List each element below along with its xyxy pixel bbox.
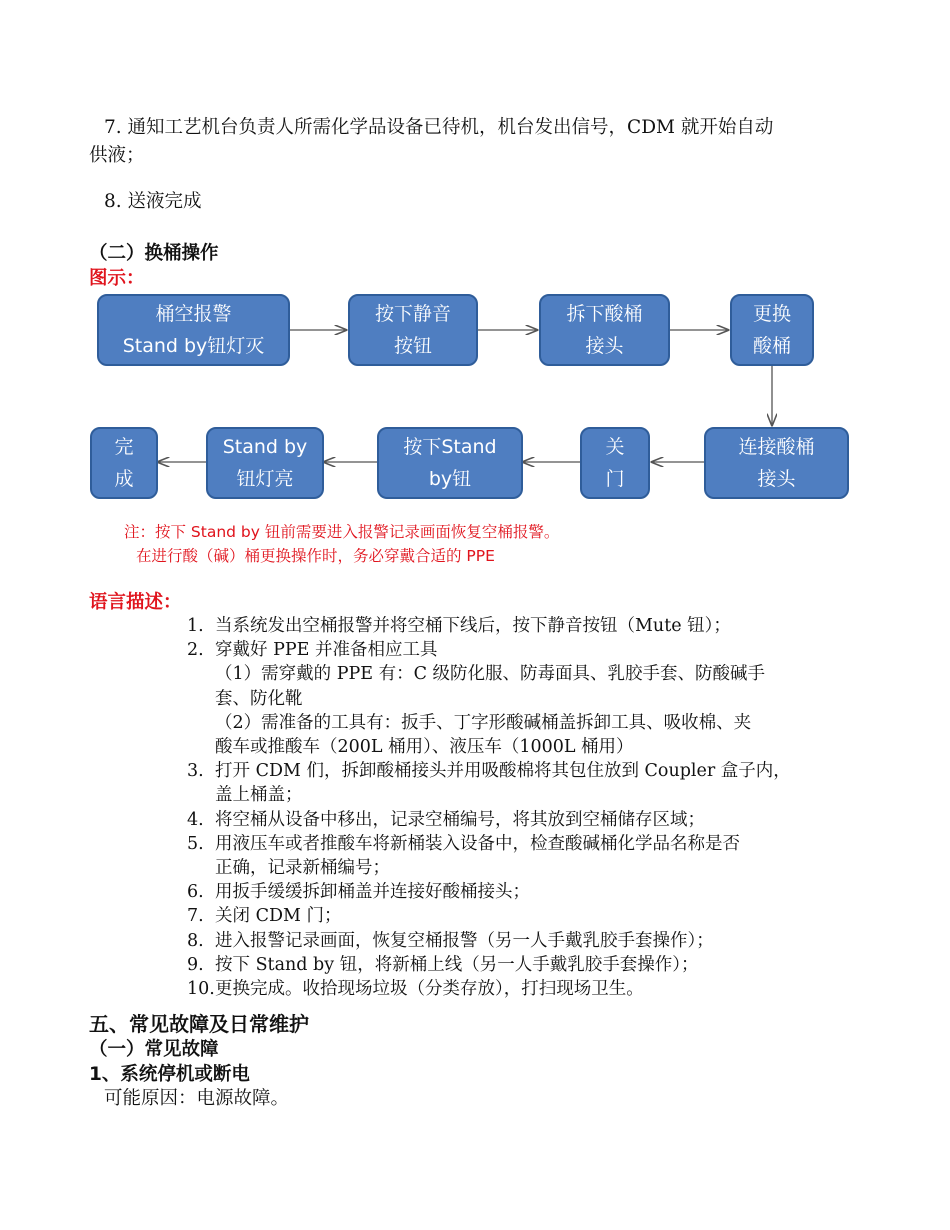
flow-step-label: Stand by xyxy=(222,436,308,458)
list-item: 2. 穿戴好 PPE 并准备相应工具 xyxy=(187,640,438,661)
fault-heading-power: 1、系统停机或断电 xyxy=(89,1064,250,1085)
flow-step-label: 按钮 xyxy=(393,335,432,357)
list-item: 套、防化靴 xyxy=(215,688,303,709)
flow-step-done xyxy=(90,427,158,499)
list-item: 9. 按下 Stand by 钮，将新桶上线（另一人手戴乳胶手套操作）； xyxy=(187,954,699,975)
diagram-label: 图示： xyxy=(89,268,145,289)
flow-step-label: 完 xyxy=(114,436,134,458)
flow-step-label: 成 xyxy=(114,468,134,490)
para-8: 8. 送液完成 xyxy=(104,191,202,212)
list-item: （1）需穿戴的 PPE 有：C 级防化服、防毒面具、乳胶手套、防酸碱手 xyxy=(215,664,766,685)
flow-step-replace-barrel xyxy=(730,294,814,366)
flow-step-standby-light-on xyxy=(206,427,324,499)
list-item: 6. 用扳手缓缓拆卸桶盖并连接好酸桶接头； xyxy=(187,882,530,903)
flow-step-label: 拆下酸桶 xyxy=(566,303,643,325)
flow-step-label: Stand by钮灯灭 xyxy=(122,335,265,357)
list-item: 4. 将空桶从设备中移出，记录空桶编号，将其放到空桶储存区域； xyxy=(187,809,705,830)
flow-step-empty-alarm xyxy=(97,294,290,366)
steps-list xyxy=(187,614,887,1001)
flow-step-label: 接头 xyxy=(585,335,624,357)
flow-step-label: 按下Stand xyxy=(403,436,497,458)
flow-step-close-door xyxy=(580,427,650,499)
language-description-label: 语言描述： xyxy=(89,592,182,613)
flow-step-remove-connector xyxy=(539,294,670,366)
section-heading-barrel-change: （二）换桶操作 xyxy=(89,243,219,264)
flow-step-press-mute xyxy=(348,294,478,366)
flow-step-label: 更换 xyxy=(752,303,791,325)
flow-step-label: 连接酸桶 xyxy=(738,436,815,458)
flow-step-label: 钮灯亮 xyxy=(236,468,294,490)
flow-step-press-standby xyxy=(377,427,523,499)
flow-step-connect-connector xyxy=(704,427,849,499)
list-item: 酸车或推酸车（200L 桶用）、液压车（1000L 桶用） xyxy=(215,737,634,758)
note-standby: 注：按下 Stand by 钮前需要进入报警记录画面恢复空桶报警。 xyxy=(124,523,560,541)
flow-step-label: 门 xyxy=(605,468,625,490)
fault-cause: 可能原因：电源故障。 xyxy=(104,1088,290,1109)
list-item: 正确，记录新桶编号； xyxy=(215,858,390,879)
list-item: 10. 更换完成。收拾现场垃圾（分类存放），打扫现场卫生。 xyxy=(187,979,644,1000)
para-7-line2: 供液； xyxy=(89,145,145,166)
list-item: 盖上桶盖； xyxy=(215,785,303,806)
flow-step-label: 关 xyxy=(605,436,625,458)
list-item: 7. 关闭 CDM 门； xyxy=(187,906,342,927)
list-item: 5. 用液压车或者推酸车将新桶装入设备中，检查酸碱桶化学品名称是否 xyxy=(187,833,740,854)
section-heading-faults: 五、常见故障及日常维护 xyxy=(89,1012,309,1036)
flow-step-label: 桶空报警 xyxy=(155,303,232,325)
flow-step-label: 接头 xyxy=(757,468,796,490)
note-ppe: 在进行酸（碱）桶更换操作时，务必穿戴合适的 PPE xyxy=(136,547,495,565)
list-item: 8. 进入报警记录画面，恢复空桶报警（另一人手戴乳胶手套操作）； xyxy=(187,930,714,951)
flow-step-label: by钮 xyxy=(428,468,472,490)
subsection-heading-common-faults: （一）常见故障 xyxy=(89,1039,219,1060)
flow-step-label: 酸桶 xyxy=(752,335,791,357)
flow-step-label: 按下静音 xyxy=(374,303,451,325)
list-item: （2）需准备的工具有：扳手、丁字形酸碱桶盖拆卸工具、吸收棉、夹 xyxy=(215,712,752,733)
para-7-line1: 7. 通知工艺机台负责人所需化学品设备已待机，机台发出信号，CDM 就开始自动 xyxy=(104,117,774,138)
list-item: 1. 当系统发出空桶报警并将空桶下线后，按下静音按钮（Mute 钮）； xyxy=(187,616,731,636)
list-item: 3. 打开 CDM 们，拆卸酸桶接头并用吸酸棉将其包住放到 Coupler 盒子内， xyxy=(187,761,791,782)
